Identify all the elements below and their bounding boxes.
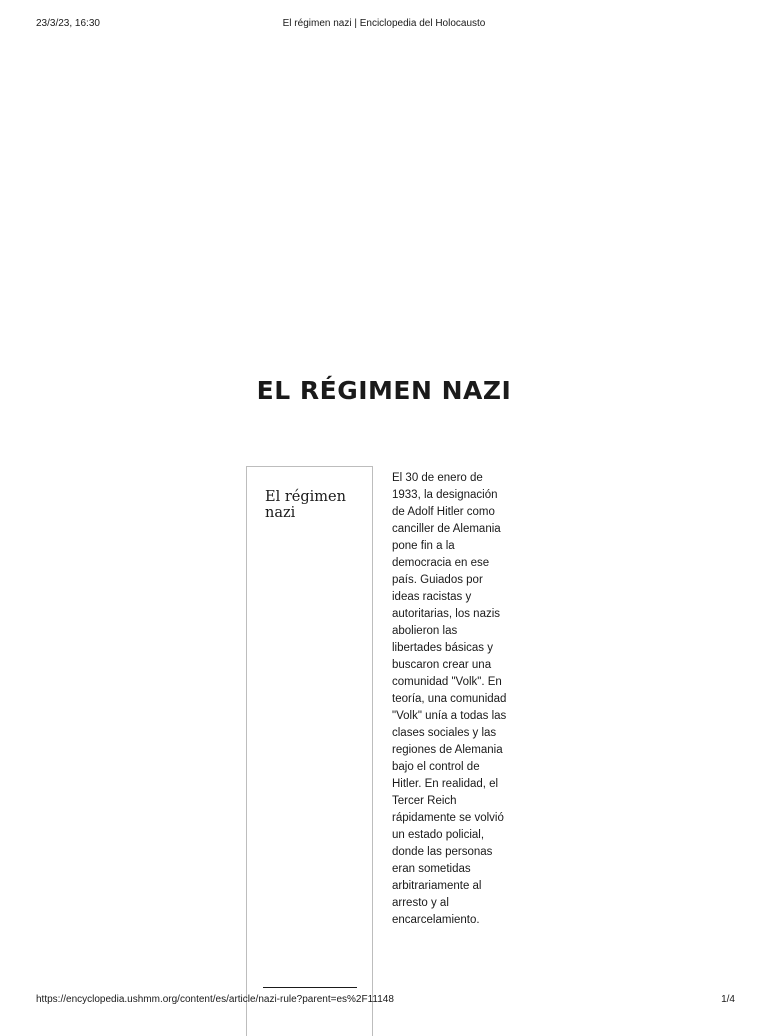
sidebar-box: [246, 466, 373, 1036]
print-footer: [0, 992, 768, 1008]
print-page-number: 1/4: [721, 994, 735, 1005]
sidebar-title: El régimen nazi: [265, 489, 346, 521]
print-header: [0, 16, 768, 32]
print-document-title: El régimen nazi | Enciclopedia del Holocausto: [282, 18, 486, 29]
sidebar-divider: [263, 987, 357, 988]
page-title: EL RÉGIMEN NAZI: [256, 376, 512, 405]
article-body: El 30 de enero de 1933, la designación de Adolf Hitler como canciller de Alemania pone fin a la democracia en ese país. Guiados por ideas racistas y autoritarias, los nazis abolieron las libertades básicas y buscaron crear una comunidad "Volk". En teoría, una comunidad "Volk" unía a todas las clases sociales y las regiones de Alemania bajo el control de Hitler. En realidad, el Tercer Reich rápidamente se volvió un estado policial, donde las personas eran sometidas arbitrariamente al arresto y al encarcelamiento.: [392, 472, 507, 926]
print-datetime: 23/3/23, 16:30: [36, 18, 100, 29]
print-url: https://encyclopedia.ushmm.org/content/es/article/nazi-rule?parent=es%2F11148: [36, 994, 394, 1005]
